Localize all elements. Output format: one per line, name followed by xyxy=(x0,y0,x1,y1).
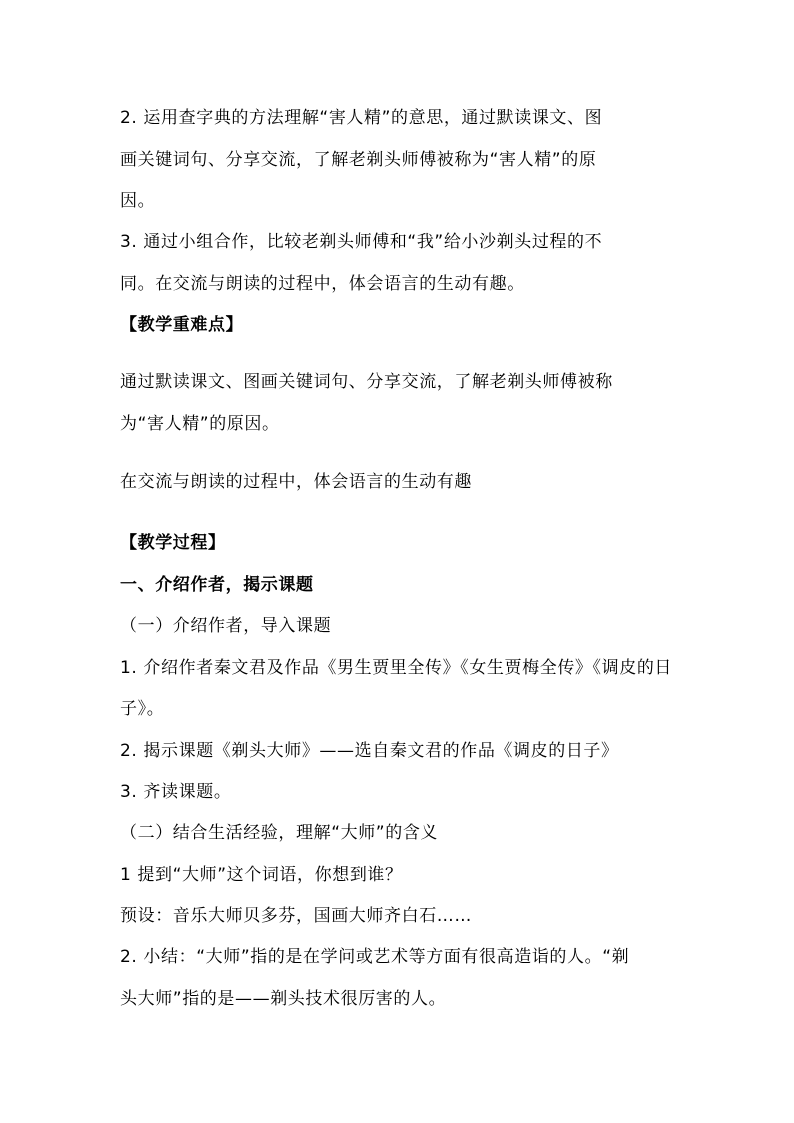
key-points-paragraph-2: 在交流与朗读的过程中，体会语言的生动有趣 xyxy=(120,472,472,492)
key-points-heading: 【教学重难点】 xyxy=(120,315,244,335)
key-points-paragraph-1-line-2: 为“害人精”的原因。 xyxy=(120,414,280,434)
objective-2-line-2: 画关键词句、分享交流，了解老剃头师傅被称为“害人精”的原 xyxy=(120,150,597,170)
subsection-1-title: （一）介绍作者，导入课题 xyxy=(120,616,332,636)
objective-2-line-3: 因。 xyxy=(120,191,156,211)
item-3: 3. 齐读课题。 xyxy=(120,782,232,802)
item-1-line-2: 子》。 xyxy=(120,699,165,719)
objective-3-line-1: 3. 通过小组合作，比较老剃头师傅和“我”给小沙剃头过程的不 xyxy=(120,232,603,252)
subsection-2-title: （二）结合生活经验，理解“大师”的含义 xyxy=(120,823,439,843)
question-1: 1 提到“大师”这个词语，你想到谁？ xyxy=(120,865,403,885)
objective-3-line-2: 同。在交流与朗读的过程中，体会语言的生动有趣。 xyxy=(120,274,525,294)
item-2: 2. 揭示课题《剃头大师》——选自秦文君的作品《调皮的日子》 xyxy=(120,741,619,761)
summary-line-1: 2. 小结：“大师”指的是在学问或艺术等方面有很高造诣的人。“剃 xyxy=(120,947,630,967)
process-heading: 【教学过程】 xyxy=(120,533,226,553)
key-points-paragraph-1-line-1: 通过默读课文、图画关键词句、分享交流，了解老剃头师傅被称 xyxy=(120,372,613,392)
item-1-line-1: 1. 介绍作者秦文君及作品《男生贾里全传》《女生贾梅全传》《调皮的日 xyxy=(120,658,673,678)
summary-line-2: 头大师”指的是——剃头技术很厉害的人。 xyxy=(120,989,447,1009)
objective-2-line-1: 2. 运用查字典的方法理解“害人精”的意思，通过默读课文、图 xyxy=(120,108,603,128)
section-1-title: 一、介绍作者，揭示课题 xyxy=(120,575,314,595)
preset-answer: 预设：音乐大师贝多芬，国画大师齐白石…… xyxy=(120,906,472,926)
